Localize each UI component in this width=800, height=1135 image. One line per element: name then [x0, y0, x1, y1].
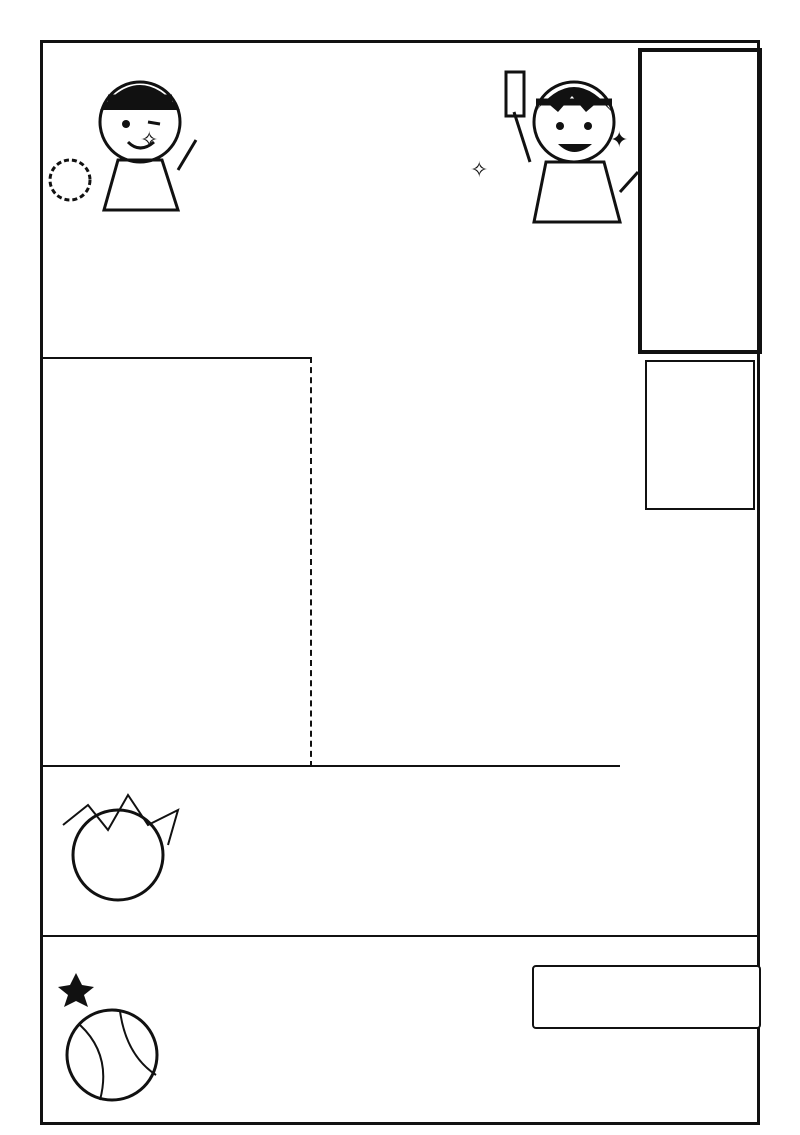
- masthead-box: [638, 48, 762, 354]
- issue-info: [645, 360, 755, 510]
- genki-illustration: [48, 785, 198, 915]
- cooperation-article: [180, 945, 760, 1115]
- sports-day-article-cont: [310, 360, 630, 650]
- cheer-girl-illustration: [48, 50, 198, 220]
- sports-day-article: [52, 205, 572, 355]
- sparkle-icon: ✧: [470, 158, 489, 183]
- volleyball-illustration: [50, 955, 175, 1120]
- sparkle-icon: ✧: [140, 128, 159, 153]
- genki-project-article: [205, 660, 615, 930]
- sparkle-icon: ✦: [610, 128, 629, 153]
- divider: [40, 935, 760, 937]
- divider: [40, 357, 310, 359]
